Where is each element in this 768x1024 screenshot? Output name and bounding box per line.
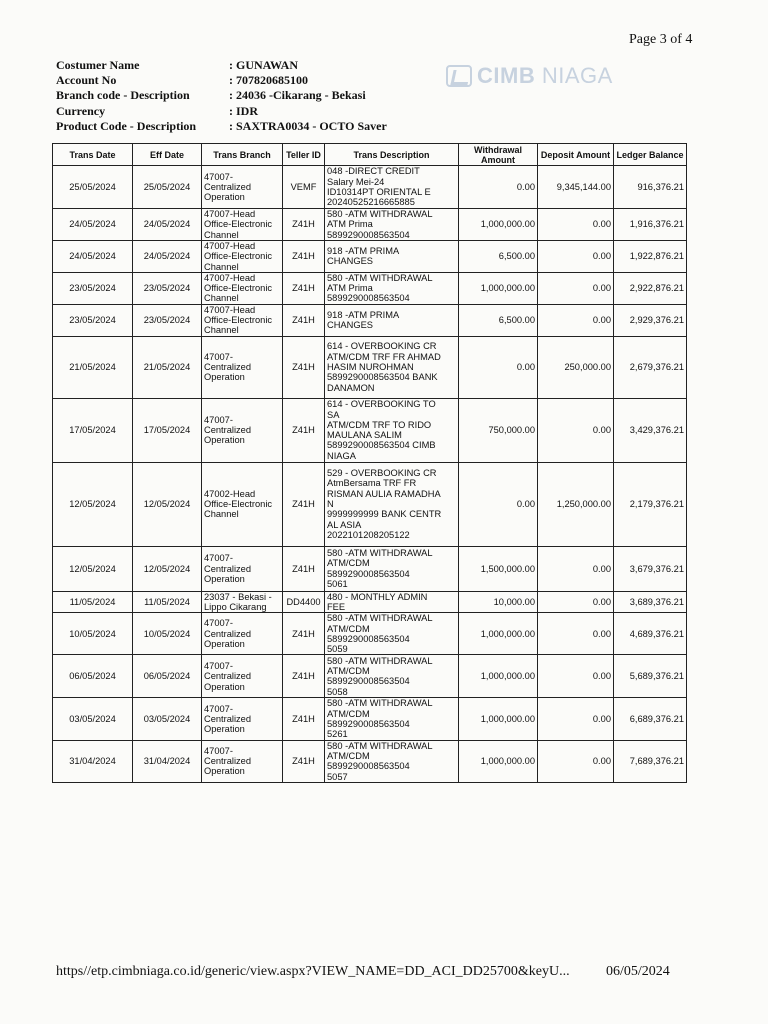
cell-trans-branch: 47007- Centralized Operation [202, 740, 283, 782]
cell-ledger-balance: 2,929,376.21 [614, 304, 687, 336]
cell-deposit: 0.00 [538, 398, 614, 462]
cell-trans-branch: 47007- Centralized Operation [202, 546, 283, 591]
cell-eff-date: 17/05/2024 [133, 398, 202, 462]
cell-deposit: 0.00 [538, 304, 614, 336]
table-row [53, 209, 687, 241]
cell-deposit: 0.00 [538, 209, 614, 241]
page-indicator: Page 3 of 4 [629, 32, 693, 47]
cell-trans-description: 580 -ATM WITHDRAWAL ATM/CDM 5899290008563504 5261 [325, 698, 459, 740]
cell-eff-date: 21/05/2024 [133, 336, 202, 398]
header-teller-id: Teller ID [283, 144, 325, 166]
cell-trans-description: 580 -ATM WITHDRAWAL ATM Prima 5899290008563504 [325, 209, 459, 241]
cell-withdrawal: 1,000,000.00 [459, 698, 538, 740]
account-info [56, 58, 387, 134]
cell-withdrawal: 1,000,000.00 [459, 272, 538, 304]
table-row [53, 241, 687, 273]
cell-teller-id: Z41H [283, 613, 325, 655]
cell-withdrawal: 1,000,000.00 [459, 740, 538, 782]
table-row [53, 698, 687, 740]
cell-withdrawal: 10,000.00 [459, 591, 538, 613]
cell-deposit: 0.00 [538, 655, 614, 698]
cell-withdrawal: 0.00 [459, 336, 538, 398]
footer-url: https//etp.cimbniaga.co.id/generic/view.aspx?VIEW_NAME=DD_ACI_DD25700&keyU... [56, 964, 570, 979]
cell-trans-description: 580 -ATM WITHDRAWAL ATM/CDM 5899290008563504 5057 [325, 740, 459, 782]
cell-trans-branch: 47007- Centralized Operation [202, 613, 283, 655]
cell-trans-branch: 47007- Centralized Operation [202, 166, 283, 209]
cell-ledger-balance: 2,179,376.21 [614, 462, 687, 546]
cell-trans-date: 10/05/2024 [53, 613, 133, 655]
info-value: : SAXTRA0034 - OCTO Saver [229, 118, 387, 133]
info-value: : GUNAWAN [229, 58, 298, 72]
cell-ledger-balance: 4,689,376.21 [614, 613, 687, 655]
info-row-currency [56, 104, 387, 119]
cell-trans-date: 24/05/2024 [53, 241, 133, 273]
logo-text [477, 63, 613, 89]
info-row-branch [56, 88, 387, 103]
cell-trans-branch: 47007- Centralized Operation [202, 698, 283, 740]
table-row [53, 462, 687, 546]
cell-deposit: 9,345,144.00 [538, 166, 614, 209]
cell-withdrawal: 1,000,000.00 [459, 613, 538, 655]
cell-trans-date: 24/05/2024 [53, 209, 133, 241]
cimb-logo-icon [446, 65, 472, 87]
cell-deposit: 0.00 [538, 740, 614, 782]
cell-withdrawal: 1,500,000.00 [459, 546, 538, 591]
cell-deposit: 0.00 [538, 613, 614, 655]
cell-eff-date: 11/05/2024 [133, 591, 202, 613]
cell-ledger-balance: 2,679,376.21 [614, 336, 687, 398]
cell-ledger-balance: 2,922,876.21 [614, 272, 687, 304]
cell-trans-date: 11/05/2024 [53, 591, 133, 613]
table-row [53, 591, 687, 613]
info-label: Costumer Name [56, 58, 140, 72]
cell-teller-id: Z41H [283, 398, 325, 462]
cell-trans-date: 06/05/2024 [53, 655, 133, 698]
cell-trans-description: 580 -ATM WITHDRAWAL ATM/CDM 5899290008563504 5058 [325, 655, 459, 698]
cell-trans-description: 614 - OVERBOOKING TO SA ATM/CDM TRF TO RIDO MAULANA SALIM 5899290008563504 CIMB NIAGA [325, 398, 459, 462]
cell-deposit: 1,250,000.00 [538, 462, 614, 546]
cell-teller-id: Z41H [283, 546, 325, 591]
cell-eff-date: 10/05/2024 [133, 613, 202, 655]
logo-text-cimb: CIMB [477, 63, 536, 88]
table-row [53, 304, 687, 336]
cell-eff-date: 24/05/2024 [133, 241, 202, 273]
cell-teller-id: Z41H [283, 336, 325, 398]
cell-trans-date: 12/05/2024 [53, 546, 133, 591]
info-row-account-no [56, 73, 387, 88]
cell-eff-date: 12/05/2024 [133, 546, 202, 591]
cell-trans-date: 31/04/2024 [53, 740, 133, 782]
table-row [53, 655, 687, 698]
table-header-row [53, 144, 687, 166]
table-row [53, 613, 687, 655]
cell-withdrawal: 750,000.00 [459, 398, 538, 462]
cell-eff-date: 25/05/2024 [133, 166, 202, 209]
info-label: Account No [56, 73, 117, 88]
cell-trans-description: 048 -DIRECT CREDIT Salary Mei-24 ID10314PT ORIENTAL E 20240525216665885 [325, 166, 459, 209]
footer-date: 06/05/2024 [606, 964, 670, 979]
cell-deposit: 0.00 [538, 546, 614, 591]
cell-teller-id: Z41H [283, 740, 325, 782]
cell-trans-description: 480 - MONTHLY ADMIN FEE [325, 591, 459, 613]
cell-withdrawal: 1,000,000.00 [459, 209, 538, 241]
cell-trans-description: 580 -ATM WITHDRAWAL ATM Prima 5899290008563504 [325, 272, 459, 304]
cell-withdrawal: 6,500.00 [459, 241, 538, 273]
transaction-table [52, 143, 687, 783]
cell-deposit: 0.00 [538, 272, 614, 304]
header-trans-branch: Trans Branch [202, 144, 283, 166]
cell-withdrawal: 0.00 [459, 462, 538, 546]
header-withdrawal-amount: Withdrawal Amount [459, 144, 538, 166]
table-row [53, 272, 687, 304]
transaction-table-body [53, 166, 687, 783]
cell-teller-id: Z41H [283, 462, 325, 546]
cell-teller-id: Z41H [283, 241, 325, 273]
cell-trans-branch: 47007- Centralized Operation [202, 336, 283, 398]
cell-trans-date: 12/05/2024 [53, 462, 133, 546]
cell-teller-id: Z41H [283, 209, 325, 241]
cell-trans-branch: 47007-Head Office-Electronic Channel [202, 272, 283, 304]
cell-ledger-balance: 3,679,376.21 [614, 546, 687, 591]
cell-eff-date: 24/05/2024 [133, 209, 202, 241]
cell-withdrawal: 0.00 [459, 166, 538, 209]
cell-trans-date: 17/05/2024 [53, 398, 133, 462]
cell-trans-description: 614 - OVERBOOKING CR ATM/CDM TRF FR AHMAD HASIM NUROHMAN 5899290008563504 BANK DANAMON [325, 336, 459, 398]
cell-trans-branch: 47007-Head Office-Electronic Channel [202, 241, 283, 273]
cell-ledger-balance: 3,689,376.21 [614, 591, 687, 613]
logo-text-niaga: NIAGA [535, 63, 613, 88]
cell-deposit: 0.00 [538, 591, 614, 613]
header-eff-date: Eff Date [133, 144, 202, 166]
header-trans-description: Trans Description [325, 144, 459, 166]
cell-trans-date: 25/05/2024 [53, 166, 133, 209]
cell-ledger-balance: 6,689,376.21 [614, 698, 687, 740]
cell-eff-date: 23/05/2024 [133, 304, 202, 336]
info-value: : 24036 -Cikarang - Bekasi [229, 88, 366, 103]
cell-trans-branch: 47007- Centralized Operation [202, 398, 283, 462]
cell-teller-id: Z41H [283, 655, 325, 698]
cell-eff-date: 12/05/2024 [133, 462, 202, 546]
header-trans-date: Trans Date [53, 144, 133, 166]
cell-trans-description: 580 -ATM WITHDRAWAL ATM/CDM 5899290008563504 5061 [325, 546, 459, 591]
cell-withdrawal: 6,500.00 [459, 304, 538, 336]
cell-teller-id: Z41H [283, 698, 325, 740]
cell-trans-branch: 47007-Head Office-Electronic Channel [202, 304, 283, 336]
cell-deposit: 0.00 [538, 241, 614, 273]
cell-trans-date: 23/05/2024 [53, 272, 133, 304]
header-ledger-balance: Ledger Balance [614, 144, 687, 166]
info-row-product [56, 119, 387, 134]
cell-teller-id: VEMF [283, 166, 325, 209]
info-label: Currency [56, 103, 106, 118]
cell-trans-date: 23/05/2024 [53, 304, 133, 336]
cell-ledger-balance: 7,689,376.21 [614, 740, 687, 782]
cell-trans-date: 03/05/2024 [53, 698, 133, 740]
cell-withdrawal: 1,000,000.00 [459, 655, 538, 698]
table-row [53, 398, 687, 462]
table-row [53, 546, 687, 591]
info-label: Product Code - Description [56, 118, 197, 133]
cell-trans-description: 918 -ATM PRIMA CHANGES [325, 304, 459, 336]
cell-eff-date: 06/05/2024 [133, 655, 202, 698]
cell-eff-date: 23/05/2024 [133, 272, 202, 304]
cell-teller-id: Z41H [283, 272, 325, 304]
info-label: Branch code - Description [56, 88, 190, 103]
cell-teller-id: Z41H [283, 304, 325, 336]
header-deposit-amount: Deposit Amount [538, 144, 614, 166]
cell-ledger-balance: 1,922,876.21 [614, 241, 687, 273]
info-value: : 707820685100 [229, 73, 308, 88]
cell-trans-description: 529 - OVERBOOKING CR AtmBersama TRF FR RISMAN AULIA RAMADHA N 9999999999 BANK CENTR AL ASIA 2022101208205122 [325, 462, 459, 546]
cell-trans-description: 580 -ATM WITHDRAWAL ATM/CDM 5899290008563504 5059 [325, 613, 459, 655]
info-value: : IDR [229, 103, 258, 118]
table-row [53, 740, 687, 782]
cell-eff-date: 31/04/2024 [133, 740, 202, 782]
cell-eff-date: 03/05/2024 [133, 698, 202, 740]
table-row [53, 166, 687, 209]
cell-trans-branch: 23037 - Bekasi - Lippo Cikarang [202, 591, 283, 613]
cell-trans-branch: 47002-Head Office-Electronic Channel [202, 462, 283, 546]
cell-trans-date: 21/05/2024 [53, 336, 133, 398]
cell-teller-id: DD4400 [283, 591, 325, 613]
cell-deposit: 0.00 [538, 698, 614, 740]
cell-trans-description: 918 -ATM PRIMA CHANGES [325, 241, 459, 273]
bank-logo [446, 63, 613, 89]
cell-ledger-balance: 5,689,376.21 [614, 655, 687, 698]
table-row [53, 336, 687, 398]
cell-ledger-balance: 916,376.21 [614, 166, 687, 209]
info-row-customer-name [56, 58, 387, 73]
cell-deposit: 250,000.00 [538, 336, 614, 398]
cell-ledger-balance: 1,916,376.21 [614, 209, 687, 241]
cell-ledger-balance: 3,429,376.21 [614, 398, 687, 462]
cell-trans-branch: 47007-Head Office-Electronic Channel [202, 209, 283, 241]
cell-trans-branch: 47007- Centralized Operation [202, 655, 283, 698]
